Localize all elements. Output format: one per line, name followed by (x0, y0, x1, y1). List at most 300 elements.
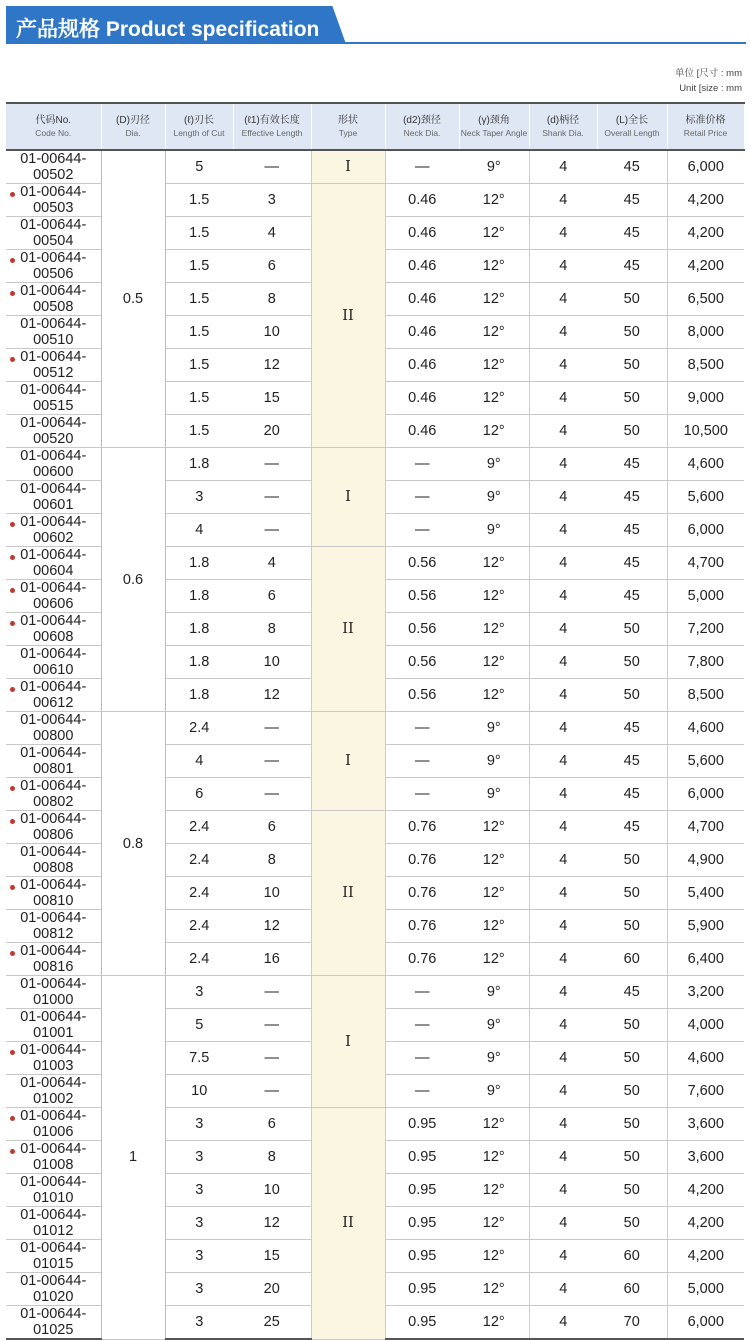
shank-dia-cell: 4 (529, 646, 597, 679)
price-cell: 7,600 (667, 1075, 744, 1108)
code-text: 01-00644-01010 (20, 1174, 87, 1206)
neck-dia-cell: 0.46 (385, 250, 459, 283)
cut-length-cell: 4 (165, 745, 233, 778)
neck-angle-cell: 9° (459, 448, 529, 481)
code-text: 01-00644-00504 (20, 217, 87, 249)
price-cell: 8,500 (667, 349, 744, 382)
overall-length-cell: 60 (597, 1240, 667, 1273)
neck-angle-cell: 12° (459, 1108, 529, 1141)
cut-length-cell: 1.5 (165, 349, 233, 382)
neck-angle-cell: 12° (459, 646, 529, 679)
effective-length-cell: — (233, 514, 311, 547)
cut-length-cell: 5 (165, 150, 233, 184)
neck-angle-cell: 12° (459, 1273, 529, 1306)
overall-length-cell: 60 (597, 1273, 667, 1306)
effective-length-cell: 12 (233, 910, 311, 943)
price-cell: 4,700 (667, 811, 744, 844)
effective-length-cell: — (233, 1075, 311, 1108)
shank-dia-cell: 4 (529, 1207, 597, 1240)
shank-dia-cell: 4 (529, 976, 597, 1009)
shank-dia-cell: 4 (529, 514, 597, 547)
code-text: 01-00644-00506 (20, 250, 87, 282)
spec-body (6, 150, 744, 1339)
overall-length-cell: 45 (597, 778, 667, 811)
neck-dia-cell: 0.46 (385, 382, 459, 415)
neck-angle-cell: 12° (459, 547, 529, 580)
header-price: 标准价格 Retail Price (667, 103, 744, 150)
price-cell: 5,600 (667, 745, 744, 778)
shank-dia-cell: 4 (529, 415, 597, 448)
cut-length-cell: 5 (165, 1009, 233, 1042)
code-text: 01-00644-00606 (20, 580, 87, 612)
code-cell (6, 283, 101, 316)
cut-length-cell: 3 (165, 1240, 233, 1273)
neck-dia-cell: 0.46 (385, 316, 459, 349)
shank-dia-cell: 4 (529, 316, 597, 349)
neck-dia-cell: — (385, 514, 459, 547)
cut-length-cell: 6 (165, 778, 233, 811)
table-row (6, 976, 744, 1009)
cut-length-cell: 10 (165, 1075, 233, 1108)
neck-dia-cell: 0.56 (385, 646, 459, 679)
code-text: 01-00644-00515 (20, 382, 87, 414)
neck-dia-cell: 0.95 (385, 1108, 459, 1141)
code-text: 01-00644-01000 (20, 976, 87, 1008)
price-cell: 8,500 (667, 679, 744, 712)
code-text: 01-00644-00602 (20, 514, 87, 546)
neck-dia-cell: 0.95 (385, 1174, 459, 1207)
overall-length-cell: 45 (597, 150, 667, 184)
effective-length-cell: 10 (233, 646, 311, 679)
price-cell: 4,200 (667, 184, 744, 217)
code-cell (6, 943, 101, 976)
neck-angle-cell: 12° (459, 943, 529, 976)
shank-dia-cell: 4 (529, 613, 597, 646)
price-cell: 5,600 (667, 481, 744, 514)
cut-length-cell: 1.8 (165, 448, 233, 481)
overall-length-cell: 50 (597, 316, 667, 349)
code-cell (6, 910, 101, 943)
overall-length-cell: 50 (597, 1042, 667, 1075)
overall-length-cell: 50 (597, 844, 667, 877)
shank-dia-cell: 4 (529, 943, 597, 976)
neck-dia-cell: — (385, 1042, 459, 1075)
code-cell (6, 1207, 101, 1240)
cut-length-cell: 2.4 (165, 811, 233, 844)
price-cell: 5,000 (667, 1273, 744, 1306)
shank-dia-cell: 4 (529, 1306, 597, 1340)
neck-angle-cell: 9° (459, 778, 529, 811)
neck-angle-cell: 9° (459, 1042, 529, 1075)
price-cell: 4,600 (667, 712, 744, 745)
effective-length-cell: 15 (233, 1240, 311, 1273)
neck-angle-cell: 12° (459, 349, 529, 382)
effective-length-cell: 12 (233, 679, 311, 712)
code-cell (6, 547, 101, 580)
effective-length-cell: — (233, 1042, 311, 1075)
shank-dia-cell: 4 (529, 217, 597, 250)
code-cell (6, 1009, 101, 1042)
neck-angle-cell: 12° (459, 1141, 529, 1174)
shank-dia-cell: 4 (529, 283, 597, 316)
cut-length-cell: 1.8 (165, 580, 233, 613)
effective-length-cell: 16 (233, 943, 311, 976)
code-cell (6, 316, 101, 349)
shank-dia-cell: 4 (529, 1174, 597, 1207)
overall-length-cell: 50 (597, 349, 667, 382)
shank-dia-cell: 4 (529, 745, 597, 778)
neck-dia-cell: — (385, 976, 459, 1009)
code-text: 01-00644-00520 (20, 415, 87, 447)
overall-length-cell: 50 (597, 679, 667, 712)
neck-angle-cell: 12° (459, 250, 529, 283)
type-cell: I (311, 712, 385, 811)
type-cell: II (311, 184, 385, 448)
overall-length-cell: 50 (597, 1108, 667, 1141)
price-cell: 3,600 (667, 1108, 744, 1141)
price-cell: 3,200 (667, 976, 744, 1009)
neck-dia-cell: 0.46 (385, 217, 459, 250)
code-text: 01-00644-01020 (20, 1273, 87, 1305)
recommended-dot-icon (10, 555, 15, 560)
effective-length-cell: — (233, 712, 311, 745)
neck-angle-cell: 12° (459, 580, 529, 613)
neck-dia-cell: 0.95 (385, 1240, 459, 1273)
price-cell: 7,200 (667, 613, 744, 646)
neck-dia-cell: 0.95 (385, 1273, 459, 1306)
effective-length-cell: — (233, 778, 311, 811)
dia-cell: 0.6 (101, 448, 165, 712)
shank-dia-cell: 4 (529, 1240, 597, 1273)
neck-angle-cell: 9° (459, 150, 529, 184)
code-cell (6, 1075, 101, 1108)
neck-angle-cell: 12° (459, 1240, 529, 1273)
overall-length-cell: 50 (597, 910, 667, 943)
overall-length-cell: 50 (597, 1174, 667, 1207)
price-cell: 4,200 (667, 1240, 744, 1273)
title-banner (0, 0, 750, 50)
effective-length-cell: 6 (233, 250, 311, 283)
unit-note (675, 66, 742, 96)
cut-length-cell: 4 (165, 514, 233, 547)
overall-length-cell: 45 (597, 217, 667, 250)
table-row (6, 150, 744, 184)
price-cell: 10,500 (667, 415, 744, 448)
cut-length-cell: 3 (165, 976, 233, 1009)
code-cell (6, 1174, 101, 1207)
neck-angle-cell: 12° (459, 613, 529, 646)
code-cell (6, 1273, 101, 1306)
overall-length-cell: 45 (597, 580, 667, 613)
effective-length-cell: — (233, 150, 311, 184)
neck-dia-cell: 0.76 (385, 811, 459, 844)
neck-dia-cell: 0.46 (385, 283, 459, 316)
price-cell: 4,600 (667, 1042, 744, 1075)
cut-length-cell: 3 (165, 1273, 233, 1306)
effective-length-cell: — (233, 1009, 311, 1042)
cut-length-cell: 3 (165, 1141, 233, 1174)
recommended-dot-icon (10, 1050, 15, 1055)
effective-length-cell: 6 (233, 1108, 311, 1141)
code-text: 01-00644-00810 (20, 877, 87, 909)
dia-cell: 1 (101, 976, 165, 1340)
header-angle: (γ)颈角 Neck Taper Angle (459, 103, 529, 150)
price-cell: 3,600 (667, 1141, 744, 1174)
neck-angle-cell: 9° (459, 745, 529, 778)
neck-angle-cell: 12° (459, 1174, 529, 1207)
code-cell (6, 712, 101, 745)
effective-length-cell: 12 (233, 349, 311, 382)
code-cell (6, 1141, 101, 1174)
cut-length-cell: 2.4 (165, 844, 233, 877)
shank-dia-cell: 4 (529, 547, 597, 580)
code-text: 01-00644-00612 (20, 679, 87, 711)
dia-cell: 0.8 (101, 712, 165, 976)
recommended-dot-icon (10, 522, 15, 527)
effective-length-cell: 12 (233, 1207, 311, 1240)
header-code: 代码No. Code No. (6, 103, 101, 150)
header-dia: (D)刃径 Dia. (101, 103, 165, 150)
neck-dia-cell: 0.46 (385, 184, 459, 217)
overall-length-cell: 50 (597, 877, 667, 910)
overall-length-cell: 50 (597, 382, 667, 415)
neck-dia-cell: — (385, 1009, 459, 1042)
unit-note-cn: 单位 [尺寸 : mm (674, 68, 742, 79)
effective-length-cell: 10 (233, 877, 311, 910)
neck-dia-cell: 0.56 (385, 679, 459, 712)
neck-angle-cell: 12° (459, 283, 529, 316)
code-cell (6, 1306, 101, 1340)
code-text: 01-00644-01001 (20, 1009, 87, 1041)
price-cell: 4,000 (667, 1009, 744, 1042)
overall-length-cell: 50 (597, 1141, 667, 1174)
recommended-dot-icon (10, 786, 15, 791)
cut-length-cell: 3 (165, 481, 233, 514)
effective-length-cell: — (233, 481, 311, 514)
shank-dia-cell: 4 (529, 580, 597, 613)
shank-dia-cell: 4 (529, 481, 597, 514)
cut-length-cell: 7.5 (165, 1042, 233, 1075)
price-cell: 4,200 (667, 1174, 744, 1207)
cut-length-cell: 2.4 (165, 910, 233, 943)
neck-angle-cell: 12° (459, 1207, 529, 1240)
cut-length-cell: 1.8 (165, 547, 233, 580)
recommended-dot-icon (10, 885, 15, 890)
effective-length-cell: 8 (233, 283, 311, 316)
shank-dia-cell: 4 (529, 877, 597, 910)
header-neck: (d2)颈径 Neck Dia. (385, 103, 459, 150)
price-cell: 4,600 (667, 448, 744, 481)
price-cell: 5,400 (667, 877, 744, 910)
table-row (6, 448, 744, 481)
effective-length-cell: 3 (233, 184, 311, 217)
code-cell (6, 811, 101, 844)
header-shank: (d)柄径 Shank Dia. (529, 103, 597, 150)
code-text: 01-00644-01025 (20, 1306, 87, 1338)
recommended-dot-icon (10, 357, 15, 362)
shank-dia-cell: 4 (529, 1108, 597, 1141)
cut-length-cell: 2.4 (165, 712, 233, 745)
price-cell: 4,200 (667, 250, 744, 283)
code-cell (6, 150, 101, 184)
code-text: 01-00644-00802 (20, 778, 87, 810)
neck-dia-cell: — (385, 448, 459, 481)
effective-length-cell: 8 (233, 844, 311, 877)
shank-dia-cell: 4 (529, 1042, 597, 1075)
header-cut: (ℓ)刃长 Length of Cut (165, 103, 233, 150)
neck-dia-cell: — (385, 150, 459, 184)
code-text: 01-00644-00816 (20, 943, 87, 975)
overall-length-cell: 45 (597, 976, 667, 1009)
spec-table (6, 102, 745, 1340)
code-text: 01-00644-00806 (20, 811, 87, 843)
effective-length-cell: — (233, 745, 311, 778)
shank-dia-cell: 4 (529, 150, 597, 184)
neck-angle-cell: 9° (459, 1075, 529, 1108)
overall-length-cell: 50 (597, 1075, 667, 1108)
header-type: 形状 Type (311, 103, 385, 150)
price-cell: 6,000 (667, 778, 744, 811)
neck-dia-cell: — (385, 712, 459, 745)
neck-dia-cell: 0.46 (385, 349, 459, 382)
neck-dia-cell: 0.76 (385, 844, 459, 877)
effective-length-cell: 10 (233, 1174, 311, 1207)
shank-dia-cell: 4 (529, 811, 597, 844)
neck-angle-cell: 12° (459, 910, 529, 943)
shank-dia-cell: 4 (529, 250, 597, 283)
neck-angle-cell: 12° (459, 844, 529, 877)
code-text: 01-00644-01006 (20, 1108, 87, 1140)
overall-length-cell: 45 (597, 184, 667, 217)
effective-length-cell: 6 (233, 580, 311, 613)
recommended-dot-icon (10, 192, 15, 197)
cut-length-cell: 1.5 (165, 184, 233, 217)
code-text: 01-00644-00601 (20, 481, 87, 513)
recommended-dot-icon (10, 291, 15, 296)
neck-angle-cell: 9° (459, 481, 529, 514)
shank-dia-cell: 4 (529, 382, 597, 415)
page-title: 产品规格 Product specification (16, 18, 320, 41)
code-text: 01-00644-01002 (20, 1075, 87, 1107)
code-text: 01-00644-01008 (20, 1141, 87, 1173)
neck-angle-cell: 12° (459, 811, 529, 844)
code-text: 01-00644-00502 (20, 151, 87, 183)
effective-length-cell: 6 (233, 811, 311, 844)
table-row (6, 712, 744, 745)
neck-dia-cell: 0.95 (385, 1306, 459, 1340)
cut-length-cell: 1.5 (165, 415, 233, 448)
unit-note-en: Unit [size : mm (679, 83, 742, 94)
code-text: 01-00644-00508 (20, 283, 87, 315)
price-cell: 5,900 (667, 910, 744, 943)
overall-length-cell: 45 (597, 712, 667, 745)
neck-angle-cell: 12° (459, 679, 529, 712)
code-cell (6, 646, 101, 679)
effective-length-cell: 8 (233, 1141, 311, 1174)
overall-length-cell: 45 (597, 250, 667, 283)
recommended-dot-icon (10, 687, 15, 692)
effective-length-cell: 15 (233, 382, 311, 415)
overall-length-cell: 45 (597, 745, 667, 778)
price-cell: 6,000 (667, 150, 744, 184)
neck-angle-cell: 12° (459, 877, 529, 910)
code-cell (6, 745, 101, 778)
cut-length-cell: 1.5 (165, 283, 233, 316)
neck-angle-cell: 12° (459, 415, 529, 448)
code-cell (6, 481, 101, 514)
code-cell (6, 976, 101, 1009)
code-text: 01-00644-01003 (20, 1042, 87, 1074)
price-cell: 4,700 (667, 547, 744, 580)
code-text: 01-00644-00812 (20, 910, 87, 942)
neck-dia-cell: — (385, 778, 459, 811)
shank-dia-cell: 4 (529, 349, 597, 382)
effective-length-cell: 25 (233, 1306, 311, 1340)
type-cell: I (311, 150, 385, 184)
type-cell: II (311, 547, 385, 712)
shank-dia-cell: 4 (529, 844, 597, 877)
code-text: 01-00644-00510 (20, 316, 87, 348)
code-cell (6, 778, 101, 811)
recommended-dot-icon (10, 819, 15, 824)
neck-dia-cell: 0.95 (385, 1141, 459, 1174)
code-text: 01-00644-00503 (20, 184, 87, 216)
price-cell: 4,900 (667, 844, 744, 877)
code-text: 01-00644-01015 (20, 1240, 87, 1272)
type-cell: I (311, 448, 385, 547)
code-cell (6, 613, 101, 646)
cut-length-cell: 1.5 (165, 316, 233, 349)
code-text: 01-00644-00608 (20, 613, 87, 645)
cut-length-cell: 1.5 (165, 382, 233, 415)
code-text: 01-00644-00808 (20, 844, 87, 876)
code-cell (6, 580, 101, 613)
shank-dia-cell: 4 (529, 1075, 597, 1108)
overall-length-cell: 45 (597, 547, 667, 580)
header-overall: (L)全长 Overall Length (597, 103, 667, 150)
shank-dia-cell: 4 (529, 184, 597, 217)
recommended-dot-icon (10, 621, 15, 626)
cut-length-cell: 1.5 (165, 250, 233, 283)
neck-dia-cell: — (385, 1075, 459, 1108)
price-cell: 6,000 (667, 514, 744, 547)
cut-length-cell: 3 (165, 1306, 233, 1340)
price-cell: 4,200 (667, 1207, 744, 1240)
effective-length-cell: 10 (233, 316, 311, 349)
overall-length-cell: 50 (597, 1009, 667, 1042)
neck-dia-cell: 0.56 (385, 547, 459, 580)
neck-angle-cell: 12° (459, 382, 529, 415)
code-cell (6, 448, 101, 481)
effective-length-cell: — (233, 448, 311, 481)
neck-angle-cell: 12° (459, 1306, 529, 1340)
shank-dia-cell: 4 (529, 679, 597, 712)
price-cell: 9,000 (667, 382, 744, 415)
neck-dia-cell: 0.56 (385, 613, 459, 646)
shank-dia-cell: 4 (529, 910, 597, 943)
overall-length-cell: 70 (597, 1306, 667, 1340)
price-cell: 8,000 (667, 316, 744, 349)
recommended-dot-icon (10, 1116, 15, 1121)
neck-angle-cell: 9° (459, 976, 529, 1009)
neck-dia-cell: — (385, 745, 459, 778)
overall-length-cell: 45 (597, 811, 667, 844)
price-cell: 7,800 (667, 646, 744, 679)
effective-length-cell: 8 (233, 613, 311, 646)
header-effective: (ℓ1)有效长度 Effective Length (233, 103, 311, 150)
cut-length-cell: 2.4 (165, 943, 233, 976)
price-cell: 6,000 (667, 1306, 744, 1340)
